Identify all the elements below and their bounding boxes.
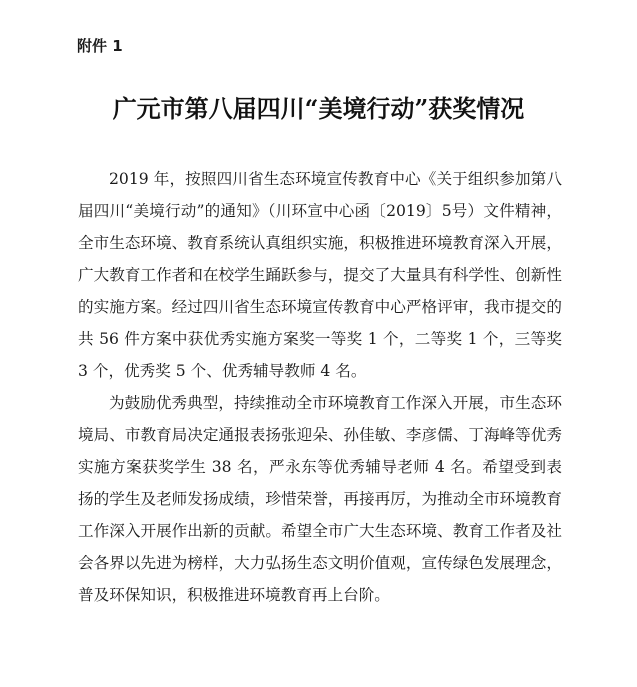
paragraph-intro: 2019 年，按照四川省生态环境宣传教育中心《关于组织参加第八届四川“美境行动”的通知》（川环宣中心函〔2019〕5号）文件精神，全市生态环境、教育系统认真组织实施，积极推进环境教育深入开展，广大教育工作者和在校学生踊跃参与，提交了大量具有科学性、创新性的实施方案。经过四川省生态环境宣传教育中心严格评审，我市提交的共 56 件方案中获优秀实施方案奖一等奖 1 个，二等奖 1 个，三等奖 3 个，优秀奖 5 个、优秀辅导教师 4 名。 — [78, 170, 562, 380]
attachment-label: 附件 1 — [77, 37, 123, 55]
document-title: 广元市第八届四川“美境行动”获奖情况 — [112, 94, 525, 123]
paragraph-commendation: 为鼓励优秀典型，持续推动全市环境教育工作深入开展，市生态环境局、市教育局决定通报表扬张迎朵、孙佳敏、李彦儒、丁海峰等优秀实施方案获奖学生 38 名，严永东等优秀辅导老师 4 名。希望受到表扬的学生及老师发扬成绩，珍惜荣誉，再接再厉，为推动全市环境教育工作深入开展作出新的贡献。希望全市广大生态环境、教育工作者及社会各界以先进为榜样，大力弘扬生态文明价值观，宣传绿色发展理念，普及环保知识，积极推进环境教育再上台阶。 — [78, 394, 562, 604]
document-body — [78, 163, 562, 611]
